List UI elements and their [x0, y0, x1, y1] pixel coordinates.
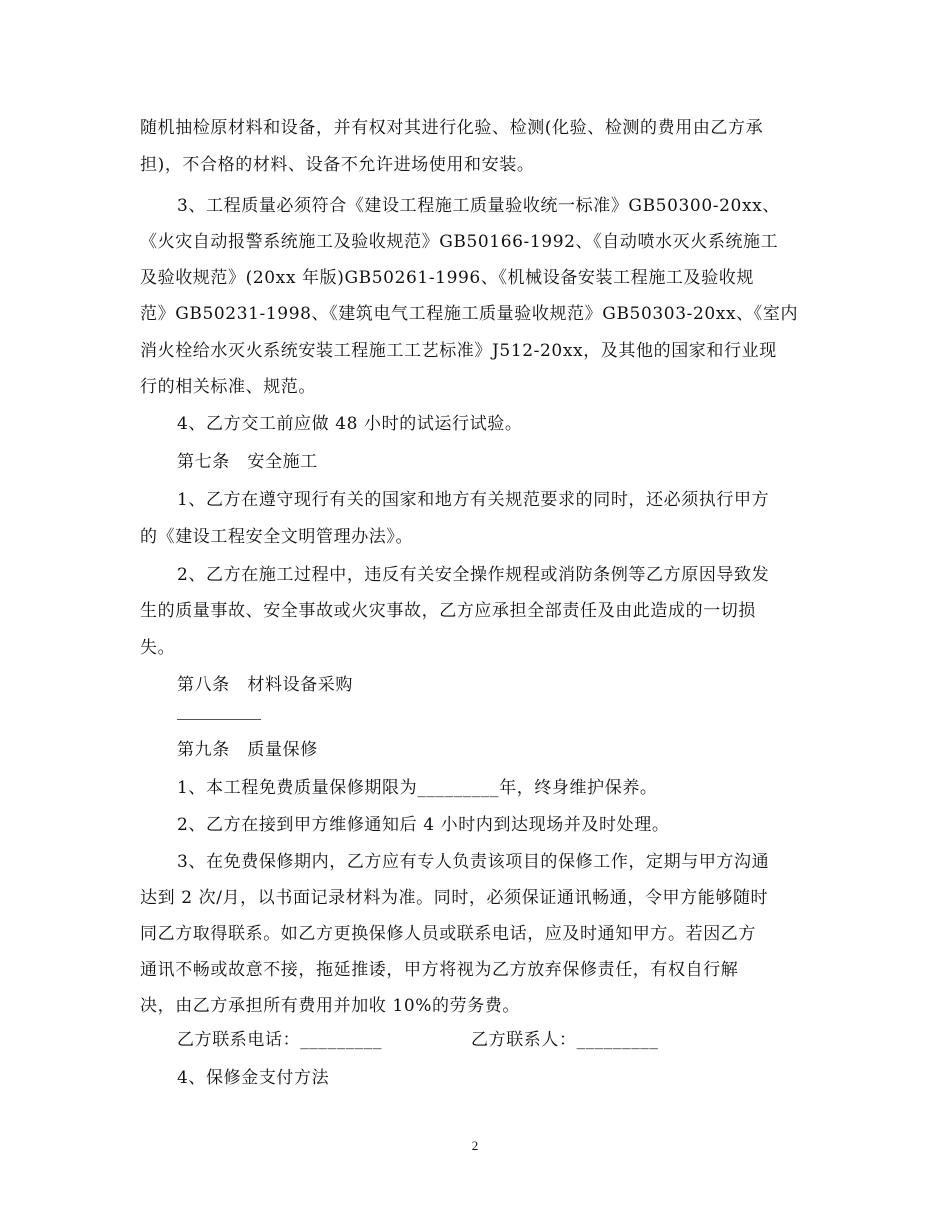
text-line: 通讯不畅或故意不接，拖延推诿，甲方将视为乙方放弃保修责任，有权自行解	[140, 960, 739, 980]
text-line: 及验收规范》(20xx 年版)GB50261-1996、《机械设备安装工程施工及验收规	[140, 268, 754, 288]
text-line: 担)，不合格的材料、设备不允许进场使用和安装。	[140, 155, 535, 175]
text-line: 随机抽检原材料和设备，并有权对其进行化验、检测(化验、检测的费用由乙方承	[140, 118, 764, 138]
text-line: 行的相关标准、规范。	[140, 377, 316, 397]
text-line: 生的质量事故、安全事故或火灾事故，乙方应承担全部责任及由此造成的一切损	[140, 601, 756, 621]
text-line: 决，由乙方承担所有费用并加收 10%的劳务费。	[140, 996, 520, 1016]
text-line: 2、乙方在接到甲方维修通知后 4 小时内到达现场并及时处理。	[177, 815, 670, 835]
text-line: 1、本工程免费质量保修期限为_________年，终身维护保养。	[177, 778, 658, 798]
text-line: 4、保修金支付方法	[177, 1068, 330, 1088]
text-line: 失。	[140, 638, 176, 658]
text-line: 3、在免费保修期内，乙方应有专人负责该项目的保修工作，定期与甲方沟通	[177, 852, 770, 872]
text-line: 达到 2 次/月，以书面记录材料为准。同时，必须保证通讯畅通，令甲方能够随时	[140, 888, 769, 908]
text-line: 消火栓给水灭火系统安装工程施工工艺标准》J512-20xx，及其他的国家和行业现	[140, 341, 777, 361]
section-heading: 第九条 质量保修	[177, 740, 318, 760]
text-line: 范》GB50231-1998、《建筑电气工程施工质量验收规范》GB50303-20xx、《室内	[140, 304, 799, 324]
text-line: 《火灾自动报警系统施工及验收规范》GB50166-1992、《自动喷水灭火系统施工	[140, 232, 779, 252]
blank-fill-line	[177, 719, 261, 720]
text-line: 3、工程质量必须符合《建设工程施工质量验收统一标准》GB50300-20xx、	[177, 196, 780, 216]
text-line: 2、乙方在施工过程中，违反有关安全操作规程或消防条例等乙方原因导致发	[177, 565, 770, 585]
page-number: 2	[471, 1138, 479, 1153]
section-heading: 第七条 安全施工	[177, 452, 318, 472]
text-line: 同乙方取得联系。如乙方更换保修人员或联系电话，应及时通知甲方。若因乙方	[140, 924, 756, 944]
contact-phone: 乙方联系电话：_________	[177, 1030, 383, 1050]
text-line: 4、乙方交工前应做 48 小时的试运行试验。	[177, 414, 523, 434]
text-line: 1、乙方在遵守现行有关的国家和地方有关规范要求的同时，还必须执行甲方	[177, 490, 770, 510]
contact-person: 乙方联系人：_________	[471, 1030, 659, 1050]
text-line: 的《建设工程安全文明管理办法》。	[140, 527, 414, 547]
section-heading: 第八条 材料设备采购	[177, 675, 353, 695]
